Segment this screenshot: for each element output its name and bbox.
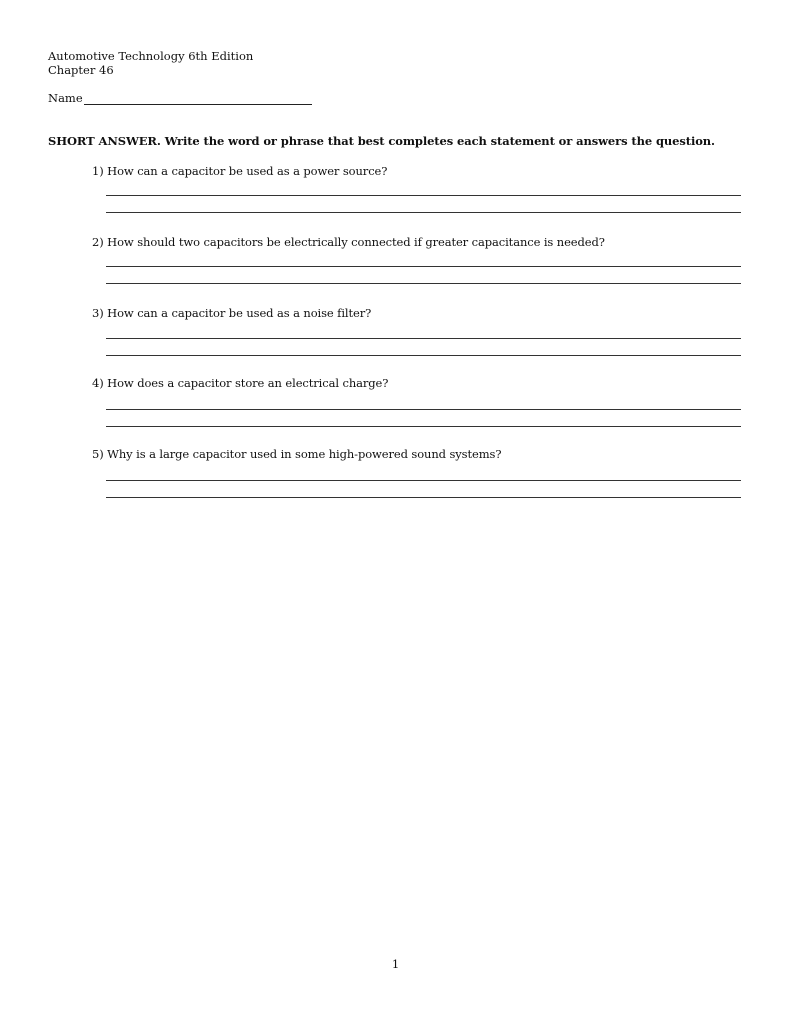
answer-line	[106, 338, 741, 339]
answer-line	[106, 497, 741, 498]
question-1	[92, 164, 742, 178]
question-text: 2) How should two capacitors be electrically connected if greater capacitance is needed?	[92, 235, 605, 249]
name-field-row	[48, 91, 312, 105]
answer-line	[106, 355, 741, 356]
chapter-label: Chapter 46	[48, 63, 114, 77]
page-number: 1	[391, 957, 400, 971]
question-text: 5) Why is a large capacitor used in some high-powered sound systems?	[92, 447, 502, 461]
answer-line	[106, 283, 741, 284]
question-text: 4) How does a capacitor store an electrical charge?	[92, 376, 389, 390]
answer-line	[106, 480, 741, 481]
name-blank-line	[84, 92, 312, 105]
book-title: Automotive Technology 6th Edition	[48, 49, 254, 63]
answer-line	[106, 409, 741, 410]
question-2	[92, 235, 742, 249]
question-4	[92, 376, 742, 390]
section-instructions: SHORT ANSWER. Write the word or phrase that best completes each statement or answers the question.	[48, 134, 715, 148]
answer-line	[106, 195, 741, 196]
name-label: Name	[48, 91, 83, 105]
question-3	[92, 306, 742, 320]
question-5	[92, 447, 742, 461]
question-text: 3) How can a capacitor be used as a noise filter?	[92, 306, 372, 320]
answer-line	[106, 426, 741, 427]
question-text: 1) How can a capacitor be used as a power source?	[92, 164, 388, 178]
answer-line	[106, 266, 741, 267]
answer-line	[106, 212, 741, 213]
